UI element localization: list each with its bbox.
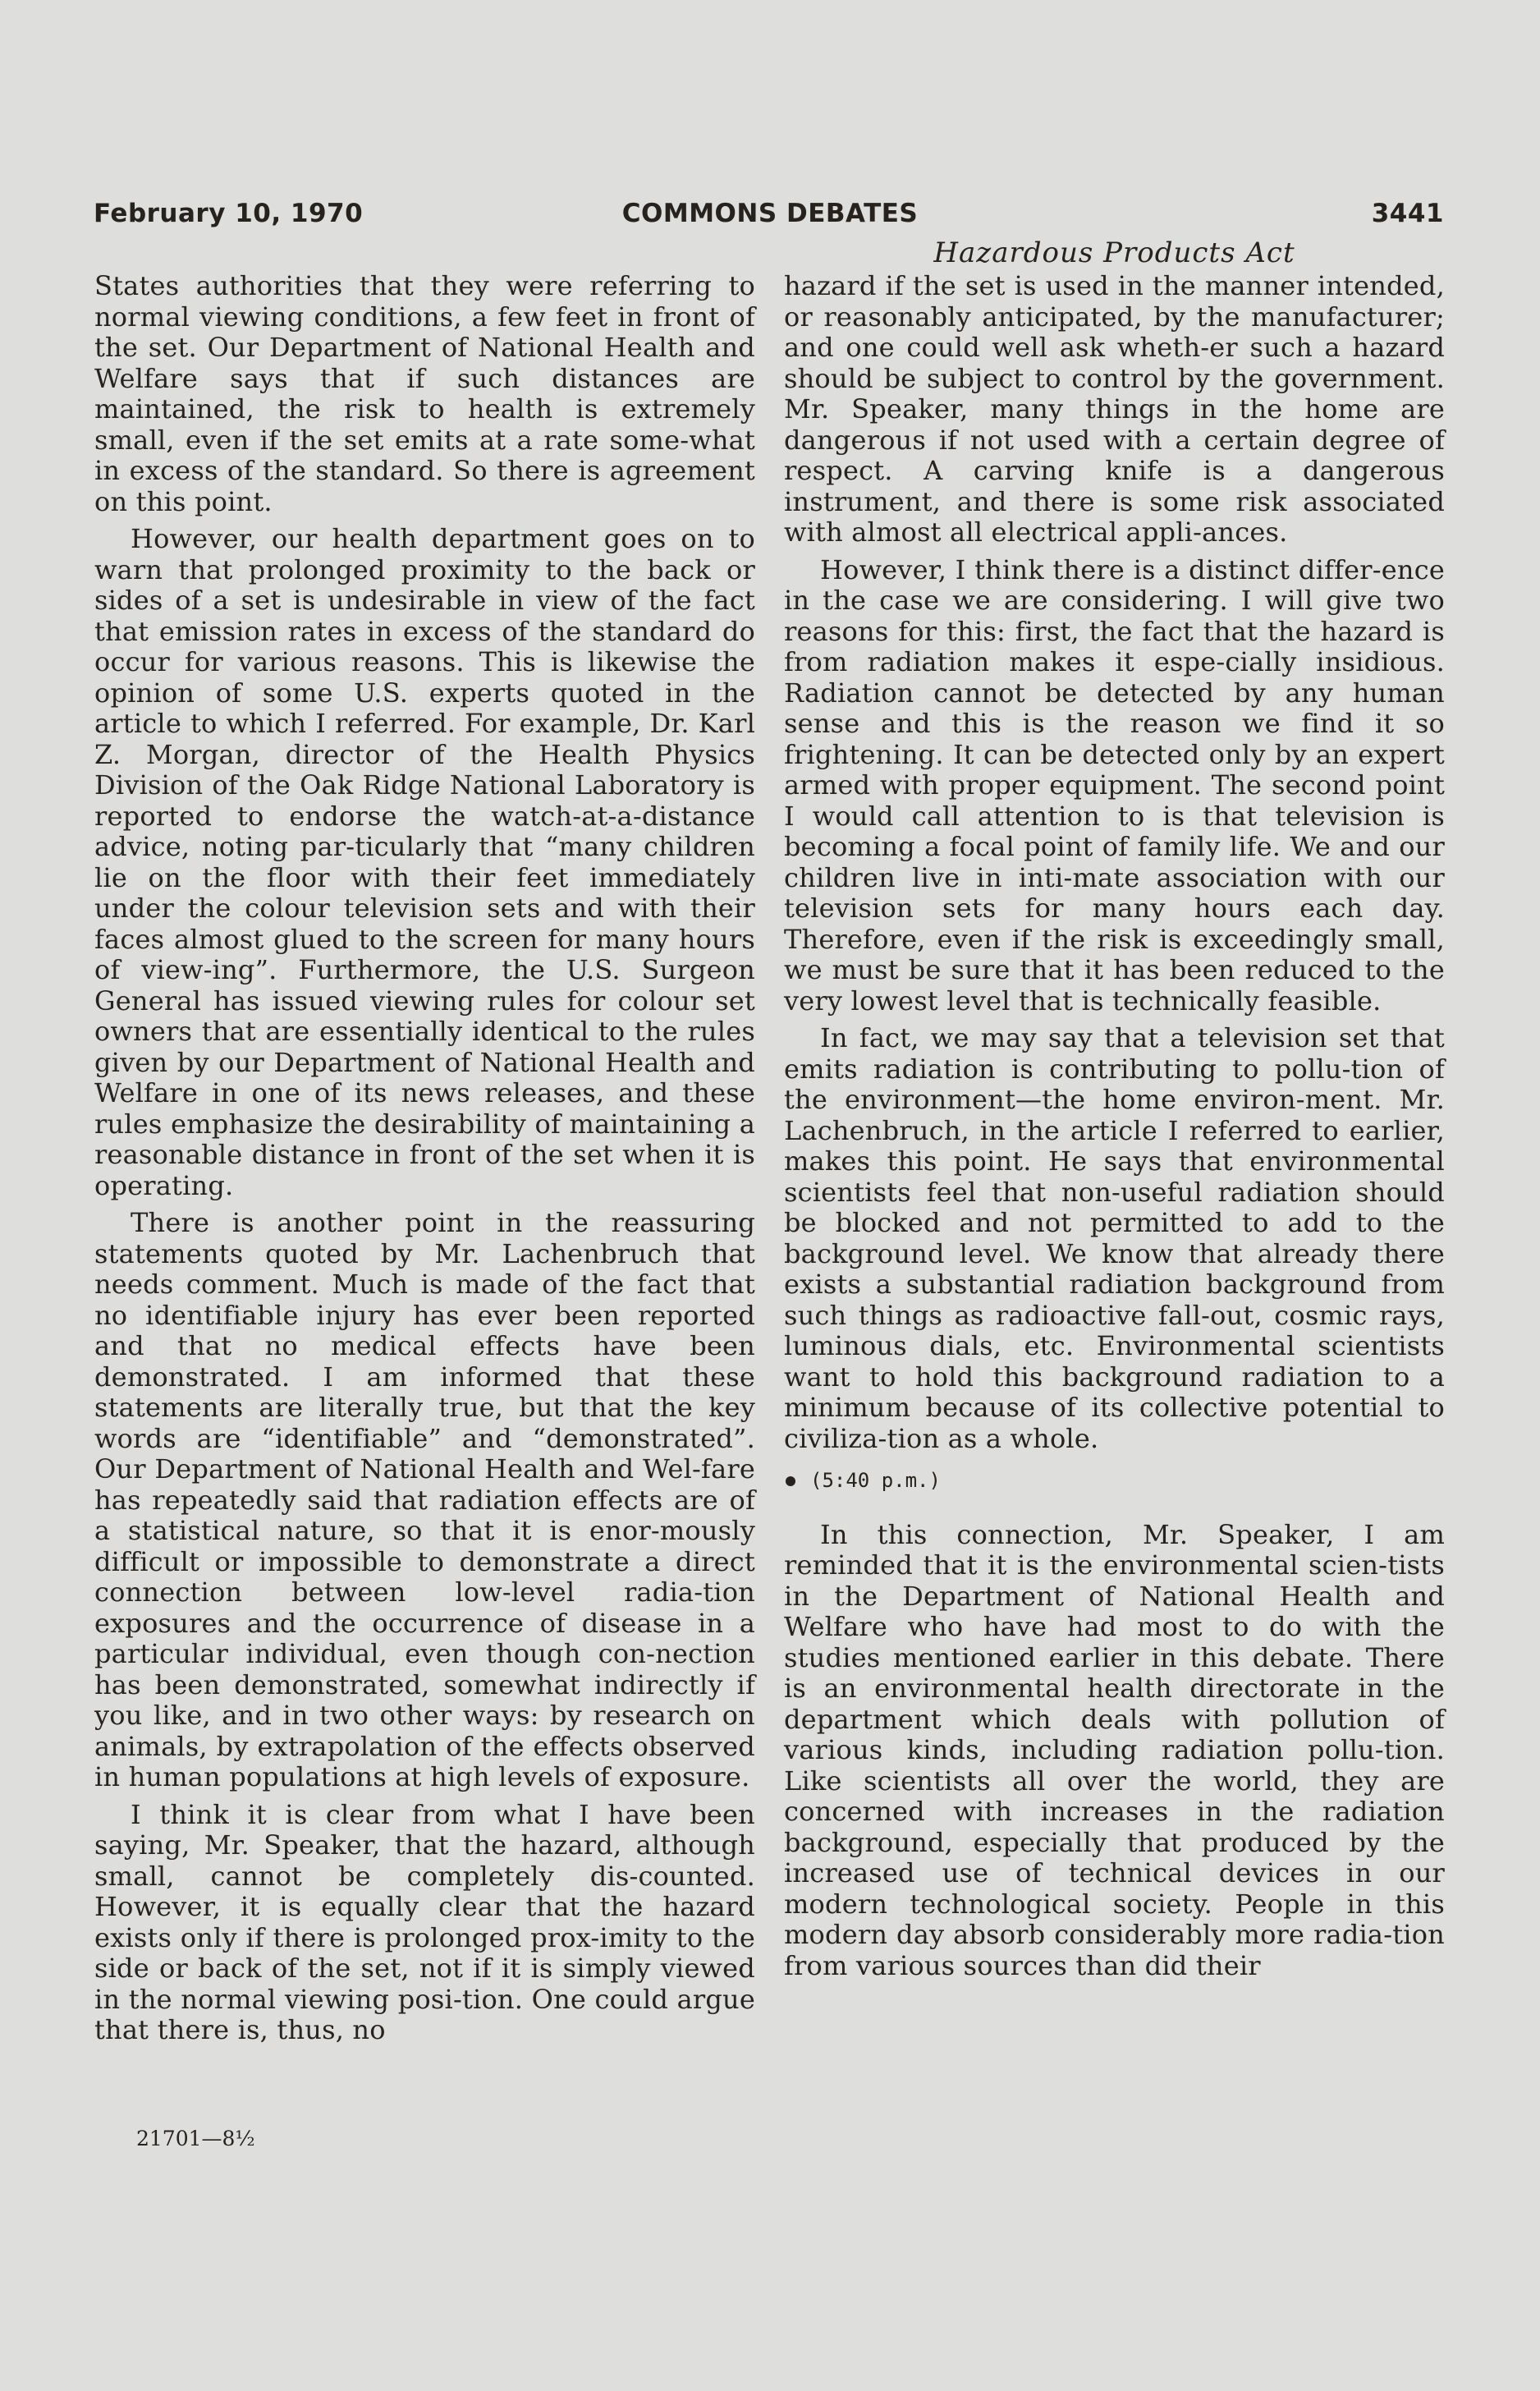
header-page-number: 3441 bbox=[1371, 199, 1444, 228]
paragraph: There is another point in the reassuring statements quoted by Mr. Lachenbruch that needs comment. Much is made of the fact that no identifiable injury has ever been reported and that no medical effects have been demonstrated. I am informed that these statements are literally true, but that the key words are “identifiable” and “demonstrated”. Our Department of National Health and Wel-fare has repeatedly said that radiation effects are of a statistical nature, so that it is enor-mously difficult or impossible to demonstrate a direct connection between low-level radia-tion exposures and the occurrence of disease in a particular individual, even though con-nection has been demonstrated, somewhat indirectly if you like, and in two other ways: by research on animals, by extrapolation of the effects observed in human populations at high levels of exposure. bbox=[94, 1207, 755, 1792]
paragraph: However, our health department goes on to warn that prolonged proximity to the back or sides of a set is undesirable in view of the fact that emission rates in excess of the standard do occur for various reasons. This is likewise the opinion of some U.S. experts quoted in the article to which I referred. For example, Dr. Karl Z. Morgan, director of the Health Physics Division of the Oak Ridge National Laboratory is reported to endorse the watch-at-a-distance advice, noting par-ticularly that “many children lie on the floor with their feet immediately under the colour television sets and with their faces almost glued to the screen for many hours of view-ing”. Furthermore, the U.S. Surgeon General has issued viewing rules for colour set owners that are essentially identical to the rules given by our Department of National Health and Welfare in one of its news releases, and these rules emphasize the desirability of maintaining a reasonable distance in front of the set when it is operating. bbox=[94, 523, 755, 1201]
footnote: 21701—8½ bbox=[136, 2127, 255, 2150]
paragraph: In fact, we may say that a television set that emits radiation is contributing to pollu-tion of the environment—the home environ-ment. Mr. Lachenbruch, in the article I referred to earlier, makes this point. He says that environmental scientists feel that non-useful radiation should be blocked and not permitted to add to the background level. We know that already there exists a substantial radiation background from such things as radioactive fall-out, cosmic rays, luminous dials, etc. Environmental scientists want to hold this background radiation to a minimum because of its collective potential to civiliza-tion as a whole. bbox=[784, 1022, 1445, 1454]
bullet-dot-icon bbox=[786, 1476, 795, 1486]
right-column bbox=[784, 271, 1445, 1988]
section-subheading: Hazardous Products Act bbox=[933, 236, 1295, 269]
paragraph: In this connection, Mr. Speaker, I am reminded that it is the environmental scien-tists in the Department of National Health and Welfare who have had most to do with the studies mentioned earlier in this debate. There is an environmental health directorate in the department which deals with pollution of various kinds, including radiation pollu-tion. Like scientists all over the world, they are concerned with increases in the radiation background, especially that produced by the increased use of technical devices in our modern technological society. People in this modern day absorb considerably more radia-tion from various sources than did their bbox=[784, 1518, 1445, 1981]
header-date: February 10, 1970 bbox=[94, 199, 364, 228]
time-marker bbox=[784, 1466, 1445, 1497]
paragraph: However, I think there is a distinct differ-ence in the case we are considering. I will give two reasons for this: first, the fact that the hazard is from radiation makes it espe-cially insidious. Radiation cannot be detected by any human sense and this is the reason we find it so frightening. It can be detected only by an expert armed with proper equipment. The second point I would call attention to is that television is becoming a focal point of family life. We and our children live in inti-mate association with our television sets for many hours each day. Therefore, even if the risk is exceedingly small, we must be sure that it has been reduced to the very lowest level that is technically feasible. bbox=[784, 553, 1445, 1017]
time-marker-text: (5:40 p.m.) bbox=[810, 1469, 941, 1492]
header-title: COMMONS DEBATES bbox=[621, 199, 919, 228]
left-column bbox=[94, 271, 755, 2053]
paragraph: I think it is clear from what I have been saying, Mr. Speaker, that the hazard, although small, cannot be completely dis-counted. However, it is equally clear that the hazard exists only if there is prolonged prox-imity to the side or back of the set, not if it is simply viewed in the normal viewing posi-tion. One could argue that there is, thus, no bbox=[94, 1798, 755, 2045]
paragraph: States authorities that they were referring to normal viewing conditions, a few feet in front of the set. Our Department of National Health and Welfare says that if such distances are maintained, the risk to health is extremely small, even if the set emits at a rate some-what in excess of the standard. So there is agreement on this point. bbox=[94, 270, 755, 517]
paragraph: hazard if the set is used in the manner intended, or reasonably anticipated, by the manufacturer; and one could well ask wheth-er such a hazard should be subject to control by the government. Mr. Speaker, many things in the home are dangerous if not used with a certain degree of respect. A carving knife is a dangerous instrument, and there is some risk associated with almost all electrical appli-ances. bbox=[784, 270, 1445, 548]
